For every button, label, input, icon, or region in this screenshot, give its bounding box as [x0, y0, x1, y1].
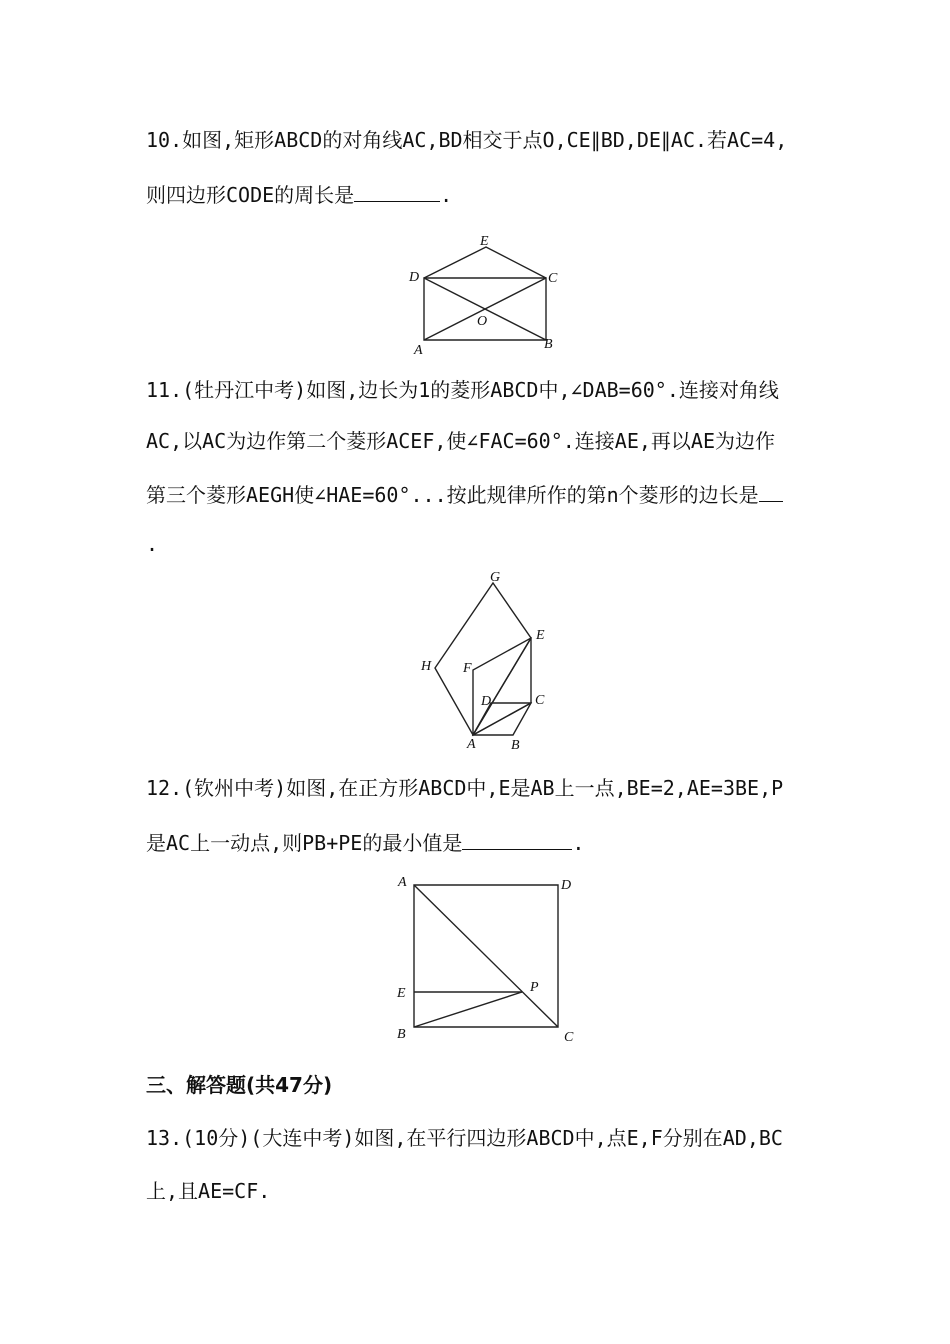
q13-line1: 13.(10分)(大连中考)如图,在平行四边形ABCD中,点E,F分别在AD,BC [146, 1126, 783, 1150]
q12-figure [390, 870, 590, 1050]
q10-segments-de-ce [424, 247, 546, 278]
q11-line3 [146, 481, 783, 507]
q12-segment-pb [414, 992, 522, 1027]
q10-label-b: B [544, 337, 553, 352]
q10-answer-blank [354, 181, 440, 202]
q10-figure [400, 230, 570, 360]
q11-label-g: G [490, 570, 501, 585]
q11-figure [415, 568, 565, 758]
q12-label-p: P [530, 980, 539, 995]
q11-answer-blank [759, 481, 783, 502]
q11-label-h: H [421, 659, 432, 674]
q11-line1: 11.(牡丹江中考)如图,边长为1的菱形ABCD中,∠DAB=60°.连接对角线 [146, 378, 779, 402]
q10-label-e: E [480, 234, 489, 249]
q10-line2-text: 则四边形CODE的周长是 [146, 183, 355, 207]
q12-label-a: A [398, 875, 407, 890]
q12-line2-text: 是AC上一动点,则PB+PE的最小值是 [146, 831, 463, 855]
q12-label-d: D [561, 878, 572, 893]
q11-line3-text: 第三个菱形AEGH使∠HAE=60°...按此规律所作的第n个菱形的边长是 [146, 483, 759, 507]
q10-label-c: C [548, 271, 558, 286]
q13-line2: 上,且AE=CF. [146, 1179, 271, 1203]
q10-label-o: O [477, 314, 488, 329]
q12-answer-blank [462, 829, 572, 850]
q12-line1: 12.(钦州中考)如图,在正方形ABCD中,E是AB上一点,BE=2,AE=3BE,P [146, 776, 784, 800]
q11-rhombus-aegh [435, 583, 531, 735]
q11-label-c: C [535, 693, 545, 708]
q11-label-e: E [536, 628, 545, 643]
q11-label-a: A [467, 737, 476, 752]
q11-label-d: D [481, 694, 492, 709]
q12-label-c: C [564, 1030, 574, 1045]
q10-line2 [146, 181, 452, 207]
q12-label-e: E [397, 986, 406, 1001]
q10-label-d: D [409, 270, 420, 285]
q12-label-b: B [397, 1027, 406, 1042]
q11-label-f: F [463, 661, 472, 676]
q11-line4: . [146, 532, 159, 556]
q12-diagonal-ac [414, 885, 558, 1027]
q10-label-a: A [414, 343, 423, 358]
q10-line1: 10.如图,矩形ABCD的对角线AC,BD相交于点O,CE∥BD,DE∥AC.若AC=4, [146, 128, 788, 152]
q12-line2-end: . [572, 831, 585, 855]
q10-line2-end: . [440, 183, 453, 207]
q11-label-b: B [511, 738, 520, 753]
section3-heading: 三、解答题(共47分) [146, 1073, 333, 1097]
q11-line2: AC,以AC为边作第二个菱形ACEF,使∠FAC=60°.连接AE,再以AE为边作 [146, 429, 775, 453]
q12-line2 [146, 829, 584, 855]
